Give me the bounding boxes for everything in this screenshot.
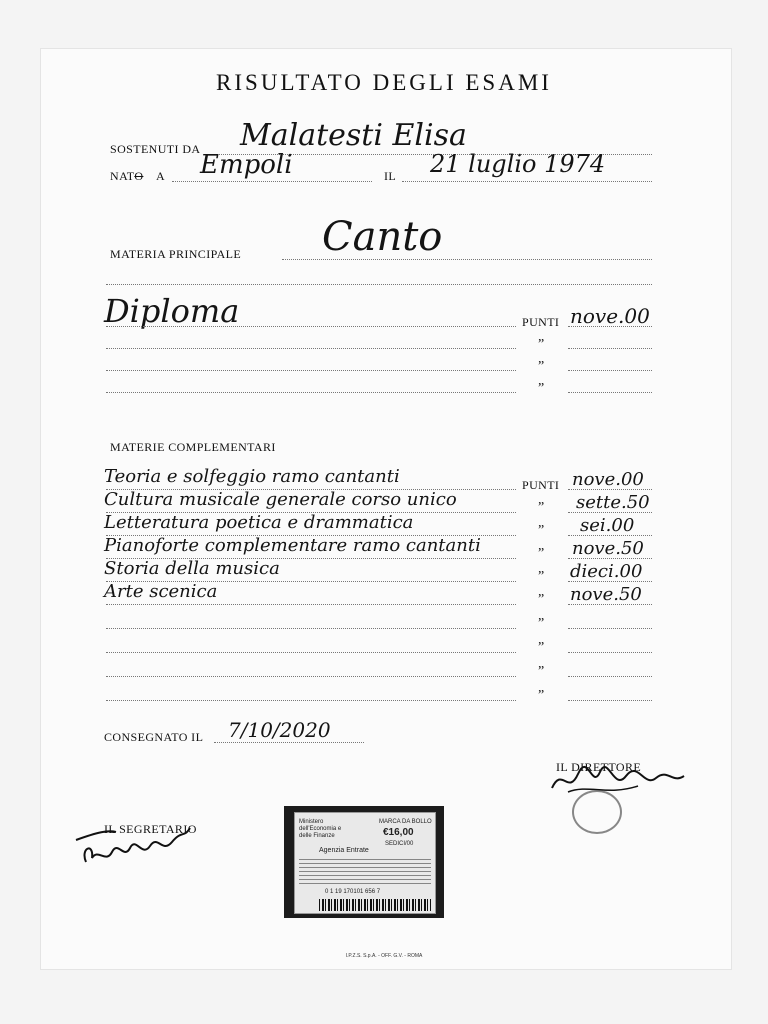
- dotted-line: [106, 700, 516, 701]
- dotted-line: [568, 652, 652, 653]
- ditto-mark: ”: [538, 500, 545, 515]
- dotted-line: [214, 742, 364, 743]
- ditto-mark: ”: [538, 688, 545, 703]
- dotted-line: [106, 348, 516, 349]
- dotted-line: [568, 370, 652, 371]
- dotted-line: [106, 604, 516, 605]
- label-punti: PUNTI: [522, 315, 560, 329]
- stamp-print-lines: [299, 859, 431, 885]
- label-materie-complementari: MATERIE COMPLEMENTARI: [110, 440, 276, 454]
- label-a: A: [156, 169, 166, 183]
- ditto-mark: ”: [538, 640, 545, 655]
- revenue-stamp-label: [294, 812, 436, 914]
- label-sostenuti-da: SOSTENUTI DA: [110, 142, 201, 156]
- main-exam-subject: Diploma: [104, 292, 240, 330]
- dotted-line: [568, 392, 652, 393]
- label-punti: PUNTI: [522, 478, 560, 492]
- label-materia-principale: MATERIA PRINCIPALE: [110, 247, 242, 261]
- ditto-mark: ”: [538, 381, 545, 396]
- label-il-direttore: IL DIRETTORE: [556, 760, 642, 774]
- complementary-subject-6: Arte scenica: [104, 581, 218, 602]
- stamp-agency: Agenzia Entrate: [319, 847, 369, 854]
- complementary-subject-4: Pianoforte complementare ramo cantanti: [104, 535, 481, 556]
- complementary-subject-2: Cultura musicale generale corso unico: [104, 489, 457, 510]
- complementary-subject-1: Teoria e solfeggio ramo cantanti: [104, 466, 400, 487]
- ditto-mark: ”: [538, 523, 545, 538]
- ditto-mark: ”: [538, 664, 545, 679]
- dotted-line: [172, 181, 372, 182]
- label-consegnato-il: CONSEGNATO IL: [104, 730, 204, 744]
- dotted-line: [568, 628, 652, 629]
- main-exam-score: nove.00: [570, 304, 650, 328]
- stamp-issuer: Ministero dell'Economia e delle Finanze: [299, 819, 342, 839]
- ditto-mark: ”: [538, 337, 545, 352]
- dotted-line: [402, 181, 652, 182]
- ditto-mark: ”: [538, 592, 545, 607]
- complementary-score-4: nove.50: [572, 538, 644, 559]
- ditto-mark: ”: [538, 569, 545, 584]
- ditto-mark: ”: [538, 616, 545, 631]
- dotted-line: [568, 676, 652, 677]
- school-seal: [572, 790, 622, 834]
- document-title: RISULTATO DEGLI ESAMI: [216, 70, 552, 95]
- delivered-date: 7/10/2020: [228, 718, 331, 742]
- dotted-line: [568, 348, 652, 349]
- dotted-line: [106, 628, 516, 629]
- dotted-line: [568, 700, 652, 701]
- stamp-amount-words: SEDICI/00: [385, 841, 414, 847]
- dotted-line: [106, 652, 516, 653]
- dotted-line: [106, 392, 516, 393]
- ditto-mark: ”: [538, 359, 545, 374]
- secretary-signature: [68, 818, 198, 866]
- dotted-line: [106, 676, 516, 677]
- main-subject: Canto: [322, 214, 443, 260]
- dotted-line: [106, 370, 516, 371]
- complementary-score-1: nove.00: [572, 469, 644, 490]
- complementary-score-6: nove.50: [570, 584, 642, 605]
- complementary-score-2: sette.50: [576, 492, 650, 513]
- dotted-line: [106, 284, 652, 285]
- birthdate: 21 luglio 1974: [430, 150, 606, 178]
- label-il: IL: [384, 169, 397, 183]
- complementary-score-5: dieci.00: [570, 561, 643, 582]
- revenue-stamp: [284, 806, 444, 918]
- complementary-score-3: sei.00: [580, 515, 635, 536]
- label-nato: NATO: [110, 169, 144, 183]
- complementary-subject-5: Storia della musica: [104, 558, 280, 579]
- complementary-subject-3: Letteratura poetica e drammatica: [104, 512, 414, 533]
- student-name: Malatesti Elisa: [240, 118, 467, 153]
- birthplace: Empoli: [200, 150, 293, 180]
- dotted-line: [106, 326, 516, 327]
- printer-footer: I.P.Z.S. S.p.A. - OFF. G.V. - ROMA: [345, 953, 423, 959]
- stamp-barcode: [319, 899, 431, 911]
- director-signature: [548, 762, 688, 798]
- stamp-type: MARCA DA BOLLO: [379, 819, 432, 825]
- stamp-amount: €16,00: [383, 827, 414, 838]
- stamp-serial: 0 1 19 170101 656 7: [325, 889, 381, 895]
- label-il-segretario: IL SEGRETARIO: [104, 822, 197, 836]
- ditto-mark: ”: [538, 546, 545, 561]
